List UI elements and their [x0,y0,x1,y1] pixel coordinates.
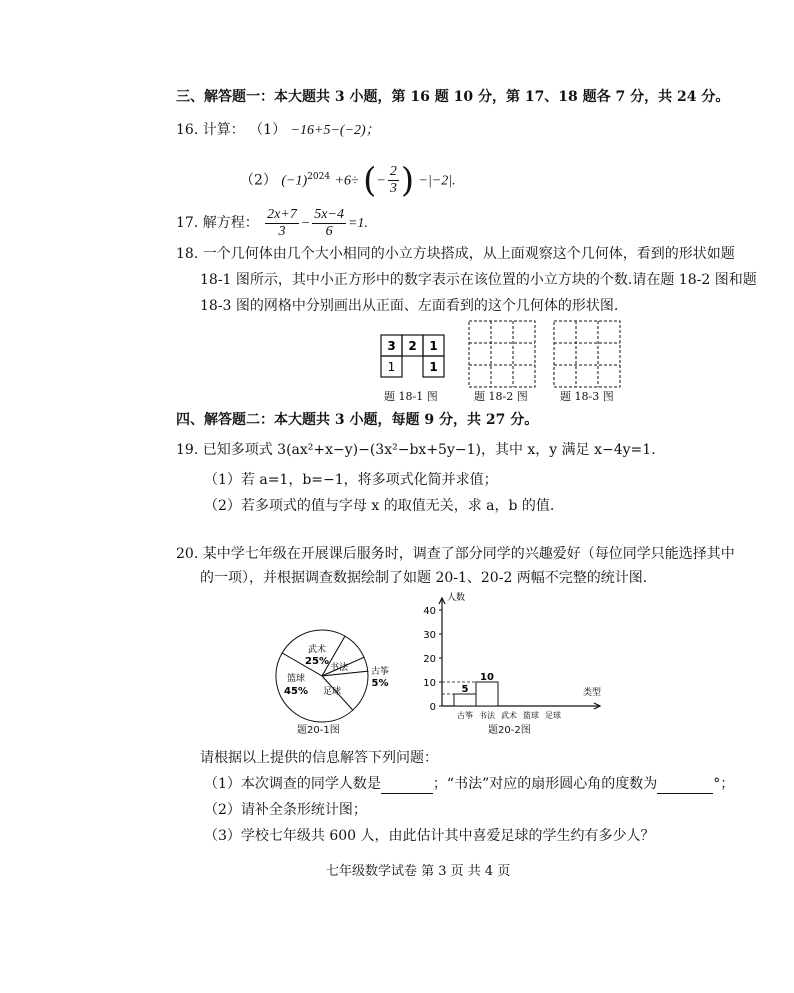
bar-category-label: 书法 [479,711,495,720]
q17-minus: − [300,216,311,231]
q16-line1 [176,120,380,141]
q20-line2: 的一项），并根据调查数据绘制了如题 20-1、20-2 两幅不完整的统计图. [200,570,648,586]
q16-part2-b: +6÷ [334,173,359,189]
pie-percent-wushu: 25% [305,656,329,667]
q19-number: 19. [176,442,199,458]
q20-text-1: 某中学七年级在开展课后服务时，调查了部分同学的兴趣爱好（每位同学只能选择其中 [202,546,735,562]
fig-18-2-grid [468,320,536,392]
q20-prompt: 请根据以上提供的信息解答下列问题： [200,750,438,766]
fig-18-3-grid [553,320,621,392]
q17-frac1-num: 2x+7 [267,206,297,222]
q16-prefix: 计算： [202,122,245,138]
fig-18-1-cell: 3 [387,339,396,353]
q20-part1-c: °； [713,776,735,792]
q20-answer-blank-count[interactable] [381,779,433,794]
bar-chart-content [423,598,600,720]
q18-number: 18. [176,246,199,262]
bar-chart [418,588,608,724]
q17-line [176,206,368,240]
q18-line2: 18-1 图所示，其中小正方形中的数字表示在该位置的小立方块的个数.请在题 18-2 图和题 [200,272,757,288]
q20-number: 20. [176,546,199,562]
fig-18-1-caption: 题 18-1 图 [384,390,438,403]
pie-percent-guzheng: 5% [371,678,389,689]
q17-frac2-den: 6 [325,223,333,239]
q17-fraction-1 [265,207,299,240]
q20-part1-b: ；“书法”对应的扇形圆心角的度数为 [432,776,658,792]
q16-part2-label: （2） [240,172,277,189]
q20-part3: （3）学校七年级共 600 人，由此估计其中喜爱足球的学生约有多少人？ [204,828,655,844]
q20-part1 [204,774,734,794]
q16-line2 [240,160,456,201]
fig-18-1-cell: 1 [429,360,438,374]
bar-y-tick-label: 20 [423,654,436,665]
fig-18-1-cell: 2 [408,339,417,353]
q16-fraction [388,164,399,197]
bar-xlabel: 类型 [583,688,602,698]
bar-y-tick-label: 40 [423,606,436,617]
fig-18-1 [380,334,446,382]
q18-text-1: 一个几何体由几个大小相同的小立方块搭成，从上面观察这个几何体，看到的形状如题 [202,246,735,262]
pie-label-lanqiu: 篮球 [286,674,306,684]
bar-y-tick-label: 30 [423,630,436,641]
q19-part1: （1）若 a=1，b=−1，将多项式化简并求值； [204,472,498,488]
fig-18-1-cell: 1 [387,360,396,374]
q16-number: 16. [176,122,199,138]
q16-right-paren: ) [400,160,415,201]
bar-书法 [476,682,498,706]
q17-tail: =1. [347,216,368,231]
q17-frac1-den: 3 [278,223,286,239]
pie-caption: 题20-1图 [297,725,340,736]
pie-label-guzheng: 古筝 [370,667,390,677]
q20-line1 [176,544,735,564]
q16-part1-label: （1） [249,122,287,138]
q16-minus: − [376,173,386,189]
bar-y-tick-label: 0 [429,702,436,713]
section4-heading: 四、解答题二：本大题共 3 小题，每题 9 分，共 27 分。 [176,412,539,428]
bar-y-tick-label: 10 [423,678,436,689]
q18-line3: 18-3 图的网格中分别画出从正面、左面看到的这个几何体的形状图. [200,298,619,314]
q17-fraction-2 [312,207,346,240]
q20-part2: （2）请补全条形统计图； [204,802,367,818]
bar-古筝 [454,694,476,706]
page-footer: 七年级数学试卷 第 3 页 共 4 页 [326,864,511,879]
q20-answer-blank-angle[interactable] [657,779,713,794]
bar-value-label: 5 [461,684,469,695]
q17-prefix: 解方程： [202,215,259,231]
q17-number: 17. [176,215,199,231]
q16-part2-c: −|−2|. [418,173,456,189]
q18-line1 [176,244,735,264]
pie-label-wushu: 武术 [307,645,327,655]
bar-category-label: 足球 [545,711,561,720]
pie-percent-lanqiu: 45% [284,686,308,697]
q19-stem-line [176,440,656,460]
bar-value-label: 10 [480,672,494,683]
fig-18-1-cell: 1 [429,339,438,353]
q16-frac-num: 2 [389,164,397,180]
pie-label-shufa: 书法 [329,663,349,673]
fig-18-1-grid [380,334,446,378]
q16-part2-a: (−1) [281,173,308,189]
q16-left-paren: ( [363,160,377,201]
q17-frac2-num: 5x−4 [314,206,344,222]
bar-category-label: 古筝 [457,711,473,720]
q16-part2-exponent: 2024 [307,172,331,182]
q20-part1-a: （1）本次调查的同学人数是 [204,776,381,792]
bar-caption: 题20-2图 [488,725,531,736]
pie-label-zuqiu: 足球 [322,687,342,697]
fig-18-2-caption: 题 18-2 图 [474,390,528,403]
bar-category-label: 篮球 [523,711,539,720]
fig-18-3-caption: 题 18-3 图 [560,390,614,403]
q16-part1-expr: −16+5−(−2)； [290,123,380,138]
q19-stem: 已知多项式 3(ax²+x−y)−(3x²−bx+5y−1)，其中 x，y 满足 x−4y=1. [202,442,656,458]
section3-heading: 三、解答题一：本大题共 3 小题，第 16 题 10 分，第 17、18 题各 7 分，共 24 分。 [176,89,730,105]
bar-category-label: 武术 [501,711,517,720]
bar-ylabel: 人数 [447,593,466,603]
q19-part2: （2）若多项式的值与字母 x 的取值无关，求 a，b 的值. [204,498,555,514]
q16-frac-den: 3 [389,181,397,197]
